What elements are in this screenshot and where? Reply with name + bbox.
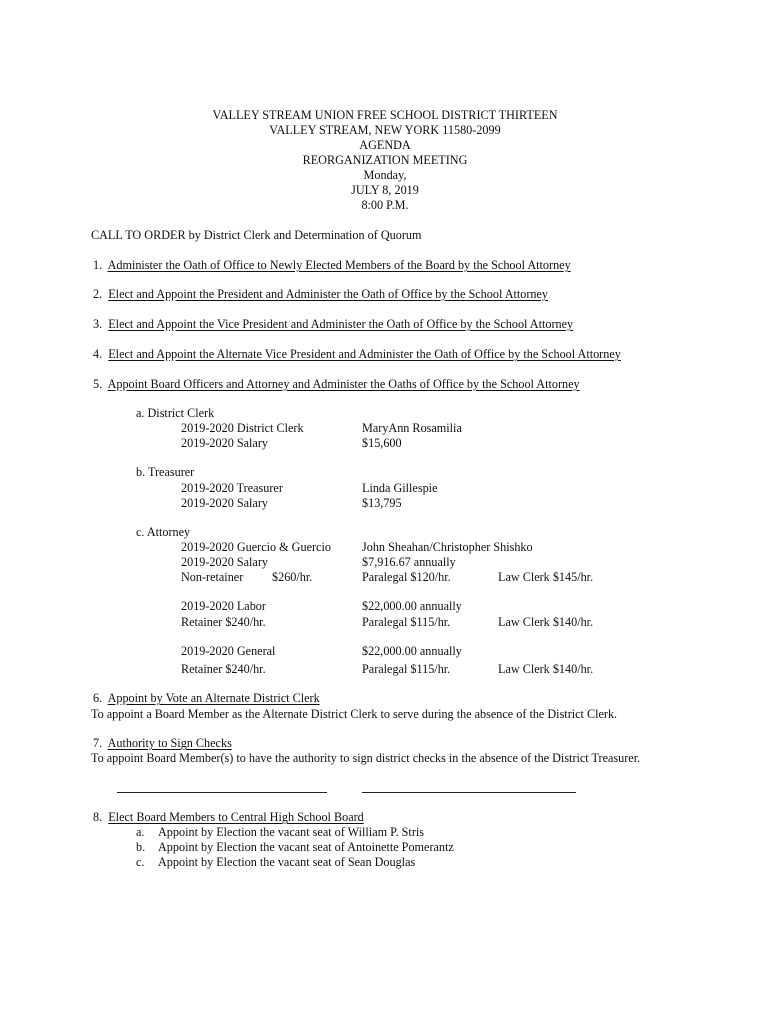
item-title: Elect and Appoint the Alternate Vice President and Administer the Oath of Office by the School Attorney — [108, 347, 621, 361]
treasurer-role: 2019-2020 Treasurer — [181, 481, 283, 495]
treasurer-name: Linda Gillespie — [362, 481, 438, 495]
paralegal-rate-3: Paralegal $115/hr. — [362, 662, 451, 676]
general-label: 2019-2020 General — [181, 644, 276, 658]
labor-label: 2019-2020 Labor — [181, 599, 266, 613]
district-name: VALLEY STREAM UNION FREE SCHOOL DISTRICT THIRTEEN — [212, 108, 558, 122]
general-amount: $22,000.00 annually — [362, 644, 462, 658]
attorney-heading: c. Attorney — [136, 525, 191, 539]
sub-text: Appoint by Election the vacant seat of Sean Douglas — [158, 855, 416, 869]
item-number: 8. — [93, 810, 103, 824]
agenda-item-4 — [93, 347, 621, 362]
general-retainer: Retainer $240/hr. — [181, 662, 266, 676]
item-8-sub-c — [136, 855, 415, 870]
paralegal-rate-2: Paralegal $115/hr. — [362, 615, 451, 629]
clerk-name: MaryAnn Rosamilia — [362, 421, 462, 435]
call-to-order: CALL TO ORDER by District Clerk and Determination of Quorum — [91, 228, 422, 242]
treasurer-salary-label: 2019-2020 Salary — [181, 496, 268, 510]
agenda-item-7 — [93, 736, 232, 751]
meeting-date: JULY 8, 2019 — [351, 183, 419, 197]
doc-title: AGENDA — [359, 138, 411, 152]
attorney-salary: $7,916.67 annually — [362, 555, 456, 569]
sub-letter: b. — [136, 840, 146, 854]
attorney-firm: 2019-2020 Guercio & Guercio — [181, 540, 331, 554]
sub-letter: c. — [136, 855, 145, 869]
clerk-heading: a. District Clerk — [136, 406, 215, 420]
item-title: Administer the Oath of Office to Newly Elected Members of the Board by the School Attorney — [107, 258, 571, 272]
agenda-item-6 — [93, 691, 320, 706]
item-number: 3. — [93, 317, 103, 331]
nonretainer-rate: $260/hr. — [272, 570, 313, 584]
sub-text: Appoint by Election the vacant seat of William P. Stris — [158, 825, 425, 839]
signature-line-2 — [362, 792, 576, 793]
lawclerk-rate-2: Law Clerk $140/hr. — [498, 615, 594, 629]
paralegal-rate-1: Paralegal $120/hr. — [362, 570, 451, 584]
sub-text: Appoint by Election the vacant seat of Antoinette Pomerantz — [158, 840, 454, 854]
clerk-salary: $15,600 — [362, 436, 402, 450]
item-8-sub-a — [136, 825, 424, 840]
sub-letter: a. — [136, 825, 145, 839]
meeting-day: Monday, — [363, 168, 407, 182]
lawclerk-rate-1: Law Clerk $145/hr. — [498, 570, 594, 584]
labor-retainer: Retainer $240/hr. — [181, 615, 266, 629]
attorney-names: John Sheahan/Christopher Shishko — [362, 540, 533, 554]
district-address: VALLEY STREAM, NEW YORK 11580-2099 — [269, 123, 501, 137]
item-title: Appoint Board Officers and Attorney and Administer the Oaths of Office by the School Attorney — [107, 377, 580, 391]
item-number: 7. — [93, 736, 103, 750]
agenda-item-8 — [93, 810, 364, 825]
clerk-salary-label: 2019-2020 Salary — [181, 436, 268, 450]
attorney-salary-label: 2019-2020 Salary — [181, 555, 268, 569]
lawclerk-rate-3: Law Clerk $140/hr. — [498, 662, 594, 676]
meeting-type: REORGANIZATION MEETING — [302, 153, 468, 167]
item-title: Authority to Sign Checks — [107, 736, 232, 750]
item-number: 5. — [93, 377, 103, 391]
agenda-item-1 — [93, 258, 571, 273]
item-number: 6. — [93, 691, 103, 705]
meeting-time: 8:00 P.M. — [361, 198, 409, 212]
item-title: Elect and Appoint the Vice President and Administer the Oath of Office by the School Attorney — [108, 317, 574, 331]
item-number: 4. — [93, 347, 103, 361]
item-title: Elect and Appoint the President and Administer the Oath of Office by the School Attorney — [108, 287, 549, 301]
treasurer-heading: b. Treasurer — [136, 465, 195, 479]
treasurer-salary: $13,795 — [362, 496, 402, 510]
signature-line-1 — [117, 792, 327, 793]
agenda-item-2 — [93, 287, 548, 302]
agenda-item-3 — [93, 317, 573, 332]
agenda-item-5 — [93, 377, 580, 392]
clerk-role: 2019-2020 District Clerk — [181, 421, 304, 435]
item-number: 2. — [93, 287, 103, 301]
item-8-sub-b — [136, 840, 454, 855]
item-number: 1. — [93, 258, 103, 272]
item-7-description: To appoint Board Member(s) to have the authority to sign district checks in the absence of the District Treasurer. — [91, 751, 641, 765]
item-title: Elect Board Members to Central High School Board — [108, 810, 364, 824]
item-title: Appoint by Vote an Alternate District Clerk — [107, 691, 320, 705]
item-6-description: To appoint a Board Member as the Alternate District Clerk to serve during the absence of the District Clerk. — [91, 707, 618, 721]
nonretainer-label: Non-retainer — [181, 570, 244, 584]
labor-amount: $22,000.00 annually — [362, 599, 462, 613]
